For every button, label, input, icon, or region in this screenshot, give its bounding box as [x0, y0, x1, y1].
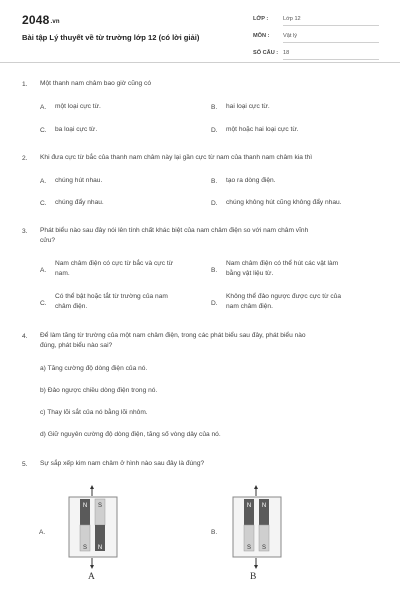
option-d[interactable]: chúng không hút cũng không đẩy nhau. [226, 199, 342, 206]
question-text: Khi đưa cực từ bắc của thanh nam châm này lại gần cực từ nam của thanh nam châm kia thì [40, 154, 313, 161]
logo-text: 2048 [22, 13, 50, 27]
pole-label: N [97, 545, 103, 551]
option-letter: C. [40, 200, 47, 207]
question-text: Một thanh nam châm bao giờ cũng có [40, 80, 151, 87]
option-a-line-1[interactable]: Nam châm điện có cực từ bắc và cực từ [55, 260, 174, 267]
option-c-line-1[interactable]: Có thể bật hoặc tắt từ trường của nam [55, 293, 168, 300]
statement-c: c) Thay lõi sắt của nó bằng lõi nhôm. [40, 409, 148, 416]
logo-suffix: .vn [50, 19, 60, 25]
pole-label: N [261, 503, 267, 509]
question-number: 4. [22, 333, 28, 340]
question-number: 3. [22, 228, 28, 235]
question-text-line-1: Phát biểu nào sau đây nói lên tính chất khác biệt của nam châm điện so với nam châm vĩnh [40, 227, 309, 234]
question-text: Sự sắp xếp kim nam châm ở hình nào sau đây là đúng? [40, 460, 205, 467]
meta-key: SỐ CÂU : [253, 50, 279, 56]
option-b[interactable]: tạo ra dòng điện. [226, 177, 276, 184]
option-letter: B. [211, 267, 218, 274]
option-a-line-2[interactable]: nam. [55, 270, 70, 277]
pole-label: N [82, 503, 88, 509]
statement-a: a) Tăng cường độ dòng điện của nó. [40, 365, 148, 372]
pole-label: N [246, 503, 252, 509]
option-a[interactable]: một loại cực từ. [55, 103, 101, 110]
meta-info [253, 15, 379, 66]
meta-row-class [253, 15, 379, 29]
document-title: Bài tập Lý thuyết về từ trường lớp 12 (có lời giải) [22, 33, 200, 42]
option-b[interactable]: hai loại cực từ. [226, 103, 270, 110]
option-b-line-2[interactable]: bằng vật liệu từ. [226, 270, 274, 277]
pole-label: S [246, 545, 252, 551]
question-number: 2. [22, 155, 28, 162]
option-c-line-2[interactable]: châm điện. [55, 303, 88, 310]
option-letter: D. [211, 200, 218, 207]
site-logo[interactable] [22, 13, 60, 27]
option-a[interactable]: chúng hút nhau. [55, 177, 103, 184]
question-text-line-2: cửu? [40, 237, 56, 244]
option-letter: C. [40, 127, 47, 134]
meta-value: Vật lý [283, 33, 379, 43]
option-b-line-1[interactable]: Nam châm điện có thể hút các vật làm [226, 260, 339, 267]
arrow-down-icon [254, 558, 258, 569]
option-letter: D. [211, 127, 218, 134]
meta-row-count [253, 49, 379, 63]
option-d[interactable]: một hoặc hai loại cực từ. [226, 126, 299, 133]
figure-frame [69, 497, 117, 557]
option-c[interactable]: ba loại cực từ. [55, 126, 98, 133]
question-text-line-2: đúng, phát biểu nào sai? [40, 342, 113, 349]
document-header [0, 0, 400, 63]
pole-label: S [261, 545, 267, 551]
option-letter: B. [211, 104, 218, 111]
meta-value: Lớp 12 [283, 16, 379, 26]
option-letter: A. [40, 104, 47, 111]
option-letter: B. [211, 178, 218, 185]
statement-b: b) Đảo ngược chiều dòng điện trong nó. [40, 387, 158, 394]
question-number: 5. [22, 461, 28, 468]
figure-b-label: B. [211, 529, 218, 536]
figure-a-magnets [62, 484, 124, 570]
statement-d: d) Giữ nguyên cường độ dòng điện, tăng số vòng dây của nó. [40, 431, 221, 438]
question-number: 1. [22, 81, 28, 88]
figure-a-label: A. [39, 529, 46, 536]
option-d-line-2[interactable]: nam châm điện. [226, 303, 273, 310]
arrow-down-icon [90, 558, 94, 569]
option-letter: A. [40, 178, 47, 185]
meta-value: 18 [283, 50, 379, 60]
option-d-line-1[interactable]: Không thể đảo ngược được cực từ của [226, 293, 342, 300]
figure-a-caption: A [88, 572, 95, 582]
option-letter: C. [40, 300, 47, 307]
meta-key: MÔN : [253, 33, 270, 39]
question-text-line-1: Để làm tăng từ trường của một nam châm điện, trong các phát biểu sau đây, phát biểu nào [40, 332, 306, 339]
figure-frame [233, 497, 281, 557]
option-letter: D. [211, 300, 218, 307]
arrow-up-icon [90, 485, 94, 496]
meta-row-subject [253, 32, 379, 46]
figure-b-magnets [226, 484, 288, 570]
meta-key: LỚP : [253, 16, 269, 22]
option-c[interactable]: chúng đẩy nhau. [55, 199, 104, 206]
pole-label: S [97, 503, 103, 509]
figure-b-caption: B [250, 572, 257, 582]
pole-label: S [82, 545, 88, 551]
arrow-up-icon [254, 485, 258, 496]
option-letter: A. [40, 267, 47, 274]
